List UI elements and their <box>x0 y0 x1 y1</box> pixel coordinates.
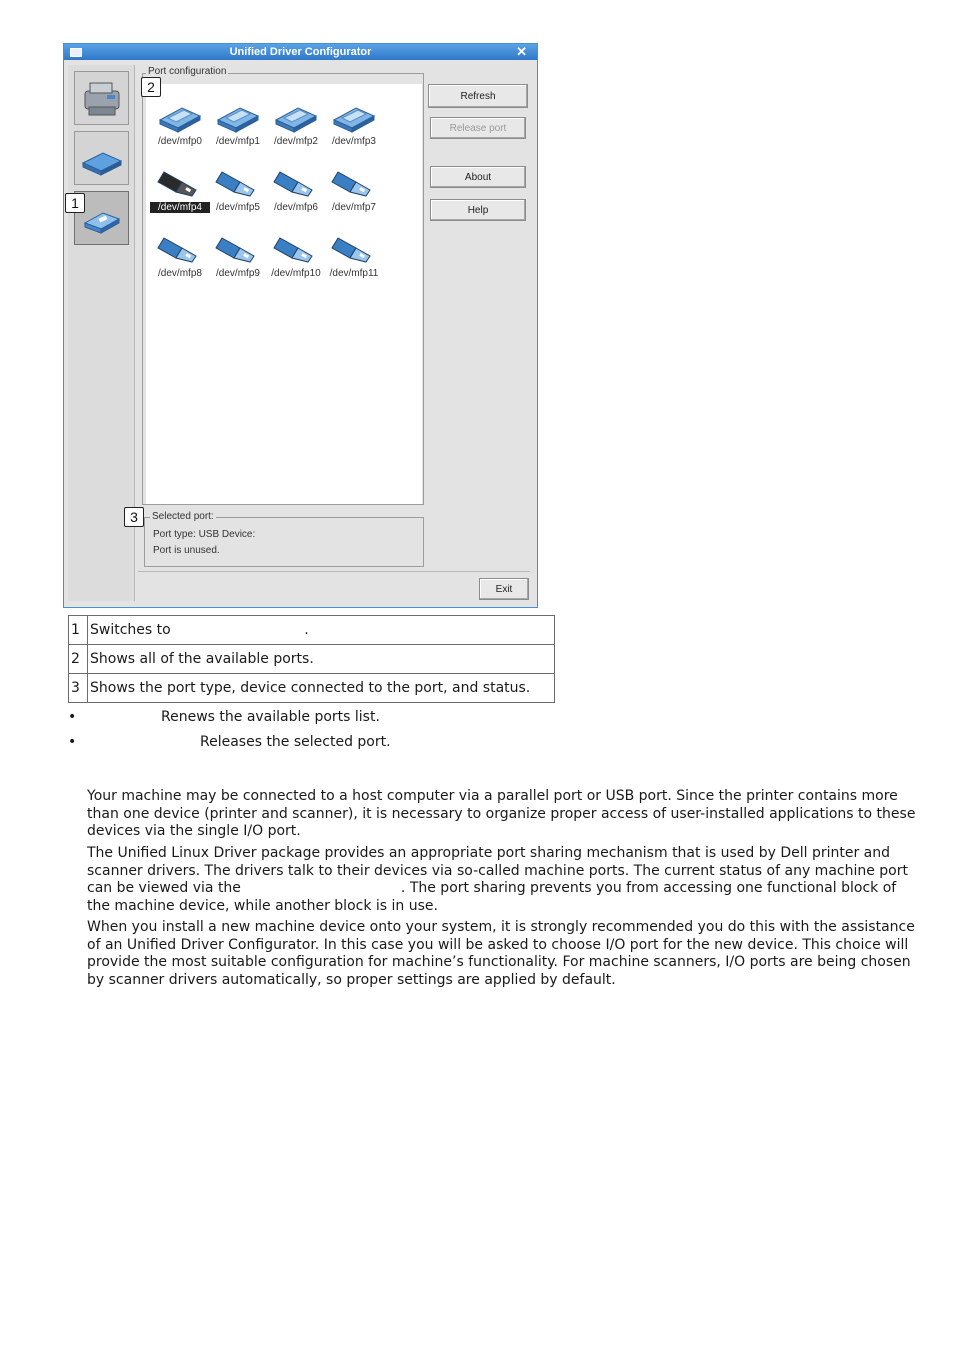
parallel-port-icon <box>214 98 262 136</box>
paragraph-port-sharing-part2: . The port sharing prevents you from accessing one functional block of the machine device, while another block is in use. <box>87 880 897 914</box>
paragraph-port-connection: Your machine may be connected to a host computer via a parallel port or USB port. Since the printer contains more than one device (printer and scanner), it is necessary to organize proper access of user-installed applications to these devices via the single I/O port. <box>87 788 916 839</box>
close-icon[interactable]: ✕ <box>516 44 527 59</box>
paragraph-installation-advice: When you install a new machine device onto your system, it is strongly recommended you do this with the assistance of an Unified Driver Configurator. In this case you will be asked to choose I/O port for the new device. This choice will provide the most suitable configuration for machine’s functionality. For machine scanners, I/O ports are being chosen by scanner drivers automatically, so proper settings are applied by default. <box>87 919 915 988</box>
legend-description: Shows the port type, device connected to the port, and status. <box>88 674 555 703</box>
parallel-port-icon <box>330 98 378 136</box>
port-item[interactable] <box>208 92 268 154</box>
bullet-release-port-description: Releases the selected port. <box>200 734 391 750</box>
usb-port-icon <box>214 164 262 202</box>
bottom-separator <box>138 571 530 572</box>
unified-driver-configurator-window <box>63 43 538 608</box>
sidebar-printers-button[interactable] <box>74 71 129 125</box>
scanner-icon <box>79 137 125 181</box>
port-item[interactable] <box>208 158 268 220</box>
port-label: /dev/mfp11 <box>329 268 379 279</box>
port-configuration-label: Port configuration <box>148 66 227 77</box>
help-button[interactable]: Help <box>430 199 526 221</box>
port-item[interactable] <box>266 224 326 286</box>
port-item[interactable] <box>150 224 210 286</box>
legend-description: Shows all of the available ports. <box>88 645 555 674</box>
selected-port-type: Port type: USB Device: <box>153 529 256 540</box>
sidebar-scanners-button[interactable] <box>74 131 129 185</box>
usb-port-icon <box>156 164 204 202</box>
refresh-button[interactable]: Refresh <box>428 84 528 108</box>
title-bar[interactable] <box>64 44 537 60</box>
usb-port-icon <box>214 230 262 268</box>
callout-marker-2: 2 <box>141 77 161 97</box>
selected-port-group <box>144 517 424 567</box>
port-label: /dev/mfp10 <box>271 268 321 279</box>
port-label: /dev/mfp8 <box>158 268 202 279</box>
port-label: /dev/mfp9 <box>216 268 260 279</box>
legend-description: Switches to . <box>88 616 555 645</box>
port-item[interactable] <box>150 158 210 220</box>
about-button[interactable]: About <box>430 166 526 188</box>
port-label: /dev/mfp6 <box>274 202 318 213</box>
port-item[interactable] <box>324 92 384 154</box>
legend-number: 3 <box>69 674 88 703</box>
usb-port-icon <box>330 230 378 268</box>
paragraph-port-sharing <box>87 845 917 915</box>
selected-port-status: Port is unused. <box>153 545 220 556</box>
port-label: /dev/mfp1 <box>216 136 260 147</box>
port-label: /dev/mfp2 <box>274 136 318 147</box>
port-label: /dev/mfp0 <box>158 136 202 147</box>
bullet-dot: • <box>68 709 77 725</box>
table-row <box>69 674 555 703</box>
bullet-refresh-description: Renews the available ports list. <box>161 709 380 725</box>
port-item[interactable] <box>324 158 384 220</box>
port-label: /dev/mfp3 <box>332 136 376 147</box>
port-item[interactable] <box>266 158 326 220</box>
port-list[interactable] <box>146 84 422 504</box>
parallel-port-icon <box>272 98 320 136</box>
callout-marker-3: 3 <box>124 507 144 527</box>
exit-button[interactable]: Exit <box>479 578 529 600</box>
window-title: Unified Driver Configurator <box>229 46 372 58</box>
legend-number: 2 <box>69 645 88 674</box>
parallel-port-icon <box>156 98 204 136</box>
legend-number: 1 <box>69 616 88 645</box>
port-item[interactable] <box>266 92 326 154</box>
release-port-button[interactable]: Release port <box>430 117 526 139</box>
port-item[interactable] <box>150 92 210 154</box>
usb-port-icon <box>156 230 204 268</box>
port-label: /dev/mfp7 <box>332 202 376 213</box>
table-row <box>69 645 555 674</box>
port-item[interactable] <box>324 224 384 286</box>
selected-port-label: Selected port: <box>152 511 214 522</box>
window-menu-icon[interactable] <box>70 48 82 57</box>
callout-legend-table <box>68 615 555 703</box>
usb-port-icon <box>272 164 320 202</box>
port-label: /dev/mfp4 <box>150 202 210 213</box>
port-icon <box>79 197 125 241</box>
paragraph-port-sharing-part1: The Unified Linux Driver package provides an appropriate port sharing mechanism that is used by Dell printer and scanner drivers. The drivers talk to their devices via so-called machine ports. The current status of any machine port can be viewed via the <box>87 845 908 896</box>
table-row <box>69 616 555 645</box>
callout-marker-1: 1 <box>65 193 85 213</box>
port-item[interactable] <box>208 224 268 286</box>
port-label: /dev/mfp5 <box>216 202 260 213</box>
usb-port-icon <box>330 164 378 202</box>
usb-port-icon <box>272 230 320 268</box>
printer-icon <box>79 77 125 121</box>
bullet-dot: • <box>68 734 77 750</box>
